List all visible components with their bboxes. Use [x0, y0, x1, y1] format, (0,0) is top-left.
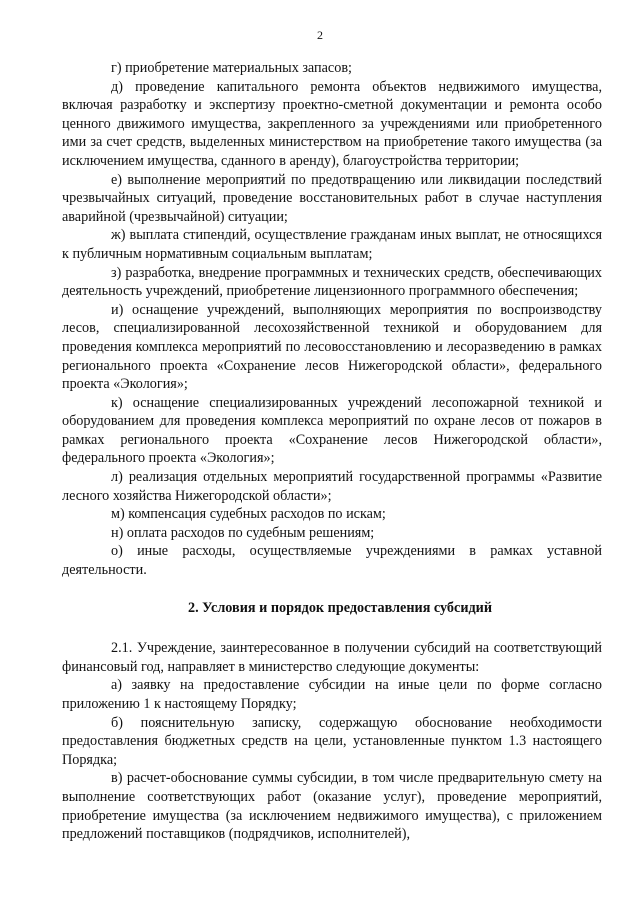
list-item-e: е) выполнение мероприятий по предотвращению или ликвидации последствий чрезвычайных ситуаций, проведение восстановительных работ в случае наступления аварийной (чрезвычайной) ситуации; [62, 171, 602, 225]
page-number: 2 [317, 28, 323, 42]
clause-2-1: 2.1. Учреждение, заинтересованное в получении субсидий на соответствующий финансовый год, направляет в министерство следующие документы: [62, 640, 602, 675]
list-item-g: г) приобретение материальных запасов; [111, 60, 352, 76]
list-item-a: а) заявку на предоставление субсидии на иные цели по форме согласно приложению 1 к настоящему Порядку; [62, 677, 602, 712]
list-item-m: м) компенсация судебных расходов по искам; [111, 506, 386, 523]
list-item-d: д) проведение капитального ремонта объектов недвижимого имущества, включая разработку и экспертизу проектно-сметной документации и ремонта особо ценного движимого имущества, закрепленного за учреждениями или приобретенного ими за счет средств, выделенных министерством на приобретение такого имущества (за исключением имущества, сданного в аренду), благоустройства территории; [62, 78, 602, 169]
list-item-l: л) реализация отдельных мероприятий государственной программы «Развитие лесного хозяйства Нижегородской области»; [62, 469, 602, 504]
list-item-b: б) пояснительную записку, содержащую обоснование необходимости предоставления бюджетных средств на цели, установленные пунктом 1.3 настоящего Порядка; [62, 714, 602, 768]
list-item-o: о) иные расходы, осуществляемые учреждениями в рамках уставной деятельности. [62, 543, 602, 579]
list-item-z: з) разработка, внедрение программных и технических средств, обеспечивающих деятельность учреждений, приобретение лицензионного программного обеспечения; [62, 264, 602, 300]
list-item-i: и) оснащение учреждений, выполняющих мероприятия по воспроизводству лесов, специализированной лесохозяйственной техникой и оборудованием для проведения комплекса мероприятий по лесовосстановлению и лесоразведению в рамках регионального проекта «Сохранение лесов Нижегородской области», федерального проекта «Экология»; [62, 301, 602, 393]
list-item-n: н) оплата расходов по судебным решениям; [111, 524, 375, 541]
document-body [62, 59, 602, 844]
list-item-k: к) оснащение специализированных учреждений лесопожарной техникой и оборудованием для проведения комплекса мероприятий по охране лесов от пожаров в рамках регионального проекта «Сохранение лесов Нижегородской области», федерального проекта «Экология»; [62, 394, 602, 467]
section-heading: 2. Условия и порядок предоставления субсидий [187, 599, 493, 616]
list-item-zh: ж) выплата стипендий, осуществление гражданам иных выплат, не относящихся к публичным нормативным социальным выплатам; [62, 227, 602, 262]
list-item-v: в) расчет-обоснование суммы субсидии, в том числе предварительную смету на выполнение соответствующих работ (оказание услуг), проведение мероприятий, приобретение имущества (за исключением недвижимого имущества), с приложением предложений поставщиков (подрядчиков, исполнителей), [62, 770, 602, 843]
